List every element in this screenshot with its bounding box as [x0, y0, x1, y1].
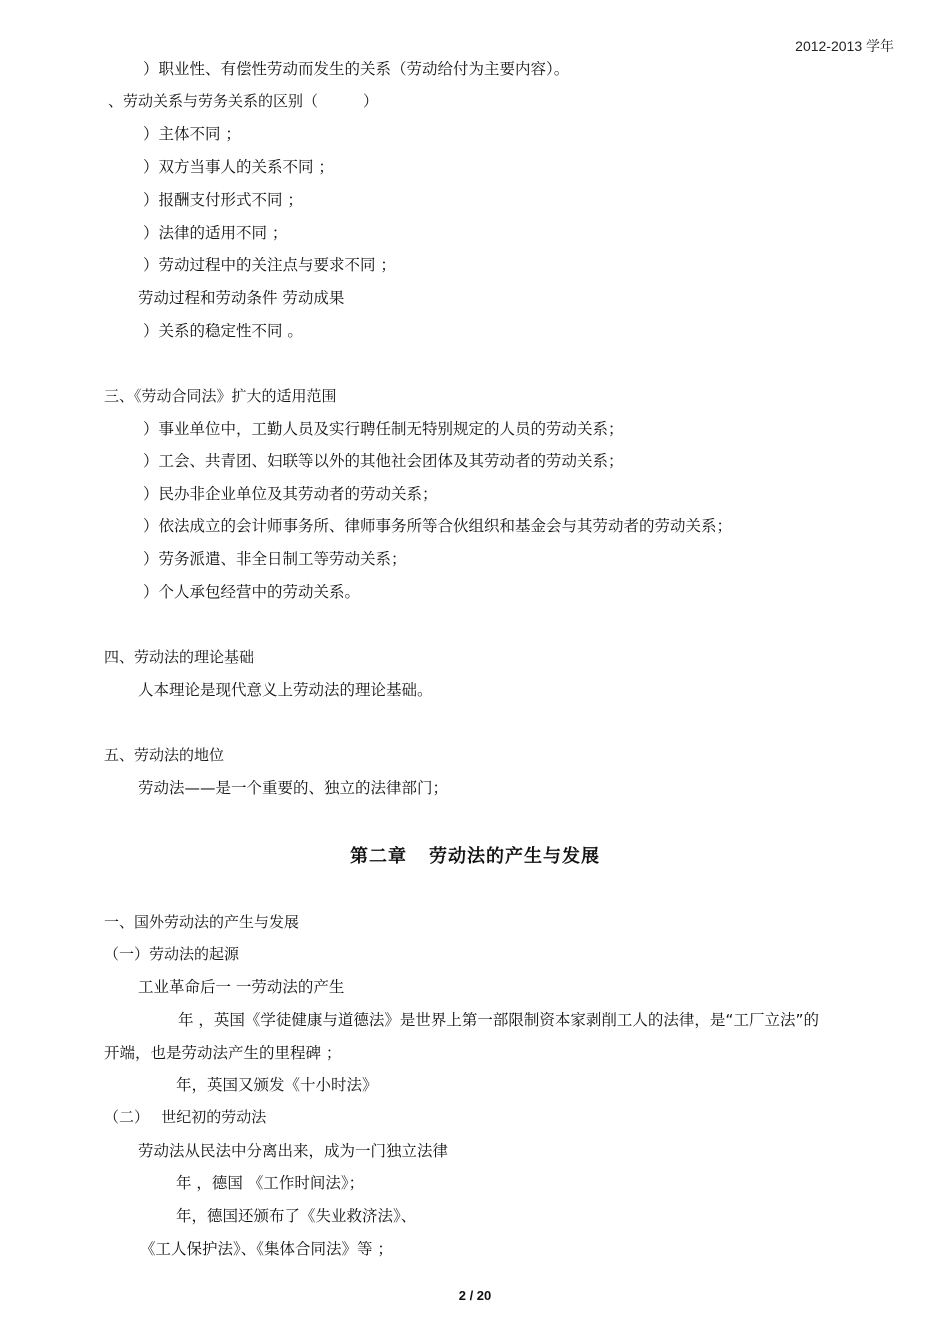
page-number: 2 / 20: [458, 1288, 492, 1303]
list-item: ）法律的适用不同 ；: [143, 224, 288, 242]
list-item: ）劳动过程中的关注点与要求不同 ；: [143, 256, 396, 274]
text-line: 人本理论是现代意义上劳动法的理论基础。: [138, 681, 433, 699]
subsection-heading: （二） 世纪初的劳动法: [104, 1108, 267, 1126]
section-heading: 四、劳动法的理论基础: [104, 648, 255, 666]
text-line: 劳动法——是一个重要的、独立的法律部门；: [138, 779, 449, 797]
text-line: 年，德国还颁布了《失业救济法》、: [176, 1207, 417, 1225]
chapter-number: 第二章: [350, 846, 407, 867]
section-heading: 三、《劳动合同法》扩大的适用范围: [104, 387, 337, 405]
text-line: 劳动过程和劳动条件 劳动成果: [138, 289, 345, 307]
text-line: 年，英国又颁发《十小时法》: [176, 1076, 378, 1094]
section-heading: 一、国外劳动法的产生与发展: [104, 913, 300, 931]
chapter-name: 劳动法的产生与发展: [429, 846, 600, 867]
list-item: ）关系的稳定性不同 。: [143, 322, 303, 340]
list-item: ）工会、共青团、妇联等以外的其他社会团体及其劳动者的劳动关系；: [143, 452, 624, 470]
text-line: ）职业性、有偿性劳动而发生的关系（劳动给付为主要内容）。: [143, 60, 570, 78]
chapter-title: [0, 842, 950, 868]
list-item: ）报酬支付形式不同 ；: [143, 191, 303, 209]
text-line: 工业革命后一 一劳动法的产生: [138, 978, 345, 996]
list-item: ）事业单位中，工勤人员及实行聘任制无特别规定的人员的劳动关系；: [143, 420, 624, 438]
header-year: 2012-2013 学年: [795, 38, 894, 54]
list-item: ）劳务派遣、非全日制工等劳动关系；: [143, 550, 407, 568]
subsection-heading: （一）劳动法的起源: [104, 945, 240, 963]
text-line: 年 ，英国《学徒健康与道德法》是世界上第一部限制资本家剥削工人的法律，是“工厂立法”的: [178, 1011, 819, 1029]
list-item: ）个人承包经营中的劳动关系。: [143, 583, 361, 601]
text-line: 开端，也是劳动法产生的里程碑 ；: [104, 1044, 342, 1062]
section-heading: 、劳动关系与劳务关系的区别（ ）: [108, 92, 379, 110]
text-line: 年 ，德国 《工作时间法》；: [176, 1174, 365, 1192]
list-item: ）双方当事人的关系不同 ；: [143, 158, 334, 176]
section-heading: 五、劳动法的地位: [104, 746, 225, 764]
list-item: ）主体不同 ；: [143, 125, 241, 143]
text-line: 《工人保护法》、《集体合同法》等 ；: [140, 1240, 393, 1258]
list-item: ）依法成立的会计师事务所、律师事务所等合伙组织和基金会与其劳动者的劳动关系；: [143, 517, 733, 535]
text-line: 劳动法从民法中分离出来，成为一门独立法律: [138, 1142, 449, 1160]
list-item: ）民办非企业单位及其劳动者的劳动关系；: [143, 485, 438, 503]
